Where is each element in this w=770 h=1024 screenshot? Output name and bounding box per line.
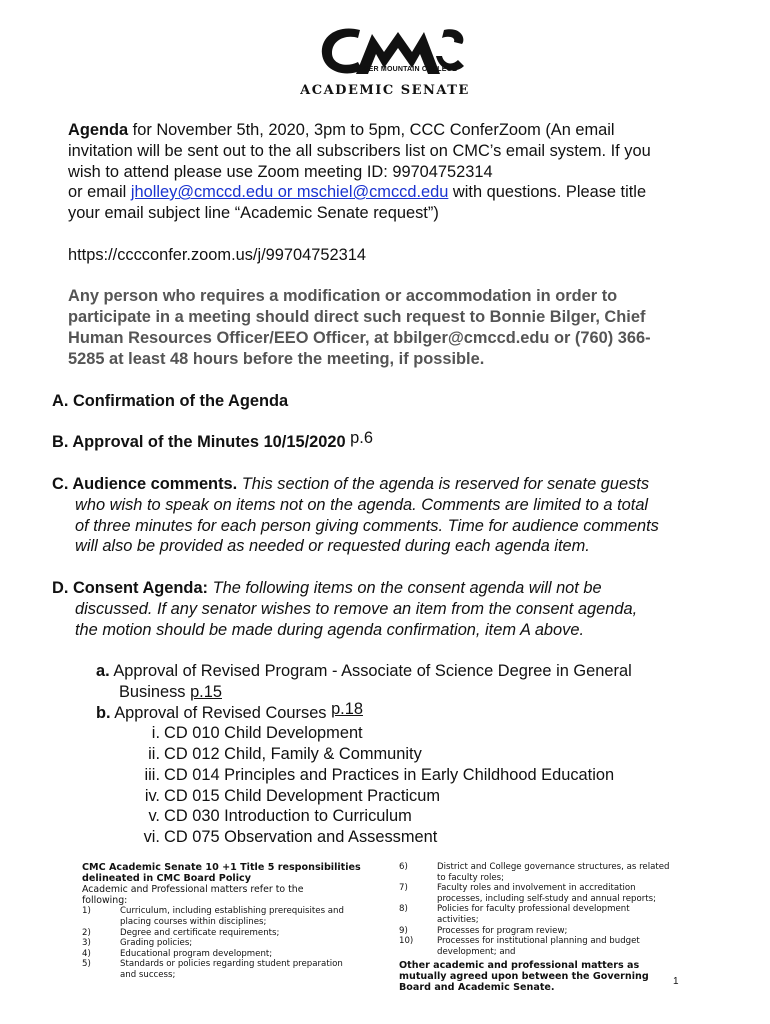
intro-line-4-prefix: or email bbox=[68, 183, 131, 201]
accommodation-line-3: Human Resources Officer/EEO Officer, at bbilger@cmccd.edu or (760) 366- bbox=[68, 329, 651, 347]
course-item bbox=[130, 786, 440, 807]
item-d-line-3: the motion should be made during agenda confirmation, item A above. bbox=[75, 621, 585, 639]
agenda-label: Agenda bbox=[68, 121, 129, 139]
item-b bbox=[52, 429, 373, 453]
item-b-label: B. Approval of the Minutes 10/15/2020 bbox=[52, 433, 346, 451]
item-c-line-4: will also be provided as needed or requested during each agenda item. bbox=[75, 537, 590, 555]
responsibility-text: placing courses within disciplines; bbox=[120, 917, 267, 927]
responsibility-number: 2) bbox=[82, 927, 91, 938]
course-text: CD 030 Introduction to Curriculum bbox=[164, 807, 412, 825]
cmc-logo bbox=[316, 22, 466, 82]
responsibility-row bbox=[82, 949, 382, 960]
item-c-line-3: of three minutes for each person giving comments. Time for audience comments bbox=[75, 517, 659, 535]
item-a: A. Confirmation of the Agenda bbox=[52, 392, 289, 410]
responsibility-text: Processes for institutional planning and budget bbox=[437, 936, 640, 947]
responsibility-text: and success; bbox=[120, 969, 176, 980]
page-title: ACADEMIC SENATE bbox=[300, 83, 470, 98]
responsibility-text: Standards or policies regarding student preparation bbox=[120, 959, 343, 970]
responsibility-number: 10) bbox=[399, 936, 414, 947]
consent-item-b bbox=[96, 700, 363, 724]
email-link[interactable]: jholley@cmccd.edu or mschiel@cmccd.edu bbox=[130, 183, 449, 201]
consent-item-a-text-2: Business bbox=[119, 683, 191, 701]
responsibility-number: 1) bbox=[82, 906, 91, 917]
responsibilities-closing-1: Other academic and professional matters as bbox=[399, 960, 640, 972]
course-text: CD 012 Child, Family & Community bbox=[164, 745, 422, 763]
responsibilities-lead-2: following: bbox=[82, 895, 128, 907]
intro-line-4 bbox=[68, 182, 646, 203]
responsibility-number: 4) bbox=[82, 948, 91, 959]
responsibility-text: Curriculum, including establishing prerequisites and bbox=[120, 906, 344, 917]
item-d-label: D. Consent Agenda: bbox=[52, 579, 209, 597]
item-c-label: C. Audience comments. bbox=[52, 475, 238, 493]
course-text: CD 010 Child Development bbox=[164, 724, 363, 742]
item-d-text-1: The following items on the consent agenda will not be bbox=[212, 579, 602, 597]
item-c-text-1: This section of the agenda is reserved for senate guests bbox=[241, 475, 650, 493]
responsibility-text: processes, including self-study and annual reports; bbox=[437, 893, 657, 904]
intro-line-1 bbox=[68, 120, 615, 141]
responsibility-row bbox=[399, 883, 699, 904]
intro-line-1-text: for November 5th, 2020, 3pm to 5pm, CCC ConferZoom (An email bbox=[128, 121, 615, 139]
responsibility-number: 9) bbox=[399, 925, 408, 936]
responsibility-text: to faculty roles; bbox=[437, 872, 505, 883]
responsibility-text: Grading policies; bbox=[120, 938, 193, 949]
responsibilities-left-column bbox=[82, 862, 382, 981]
course-number: v. bbox=[148, 807, 160, 825]
responsibility-row bbox=[399, 926, 699, 937]
responsibility-row bbox=[82, 906, 382, 927]
course-number: iii. bbox=[144, 766, 160, 784]
zoom-url[interactable]: https://cccconfer.zoom.us/j/99704752314 bbox=[68, 246, 366, 264]
course-number: ii. bbox=[148, 745, 160, 763]
item-c-line-1 bbox=[52, 474, 649, 495]
intro-line-4-suffix: with questions. Please title bbox=[448, 183, 647, 201]
consent-item-b-marker: b. bbox=[96, 704, 111, 722]
item-d-line-1 bbox=[52, 578, 602, 599]
responsibility-text: Processes for program review; bbox=[437, 925, 568, 936]
responsibility-row bbox=[399, 862, 699, 883]
responsibilities-heading-2: delineated in CMC Board Policy bbox=[82, 873, 251, 884]
responsibility-row bbox=[82, 959, 382, 980]
responsibility-text: Educational program development; bbox=[120, 948, 273, 959]
course-text: CD 014 Principles and Practices in Early Childhood Education bbox=[164, 766, 615, 784]
page-number: 1 bbox=[673, 976, 679, 987]
responsibility-text: activities; bbox=[437, 914, 479, 925]
course-text: CD 015 Child Development Practicum bbox=[164, 787, 441, 805]
course-item bbox=[130, 806, 412, 827]
item-d-line-2: discussed. If any senator wishes to remove an item from the consent agenda, bbox=[75, 600, 638, 618]
responsibility-text: development; and bbox=[437, 946, 516, 957]
responsibility-row bbox=[82, 928, 382, 939]
responsibility-row bbox=[399, 904, 699, 925]
intro-line-3: wish to attend please use Zoom meeting ID: 99704752314 bbox=[68, 163, 493, 181]
responsibility-number: 6) bbox=[399, 862, 408, 872]
responsibility-number: 7) bbox=[399, 883, 408, 894]
responsibility-row bbox=[82, 938, 382, 949]
responsibilities-right-column bbox=[399, 862, 699, 993]
course-item bbox=[130, 723, 363, 744]
consent-item-a-line-2 bbox=[119, 682, 222, 703]
course-number: iv. bbox=[144, 787, 160, 805]
intro-line-5: your email subject line “Academic Senate request”) bbox=[68, 204, 439, 222]
responsibilities-lead-1: Academic and Professional matters refer to the bbox=[82, 884, 304, 895]
responsibility-number: 3) bbox=[82, 938, 91, 949]
course-item bbox=[130, 827, 437, 848]
course-item bbox=[130, 765, 614, 786]
consent-item-b-text: Approval of Revised Courses bbox=[114, 704, 332, 722]
consent-item-a-text: Approval of Revised Program - Associate of Science Degree in General bbox=[113, 662, 632, 680]
consent-item-a-page-ref: p.15 bbox=[190, 683, 222, 701]
accommodation-line-2: participate in a meeting should direct such request to Bonnie Bilger, Chief bbox=[68, 308, 646, 326]
consent-item-a-marker: a. bbox=[96, 662, 110, 680]
responsibility-number: 8) bbox=[399, 904, 408, 915]
responsibility-text: Policies for faculty professional development bbox=[437, 904, 630, 915]
course-text: CD 075 Observation and Assessment bbox=[164, 828, 438, 846]
course-number: vi. bbox=[143, 828, 160, 846]
consent-item-b-page-ref: p.18 bbox=[331, 700, 363, 718]
responsibility-text: District and College governance structures, as related bbox=[437, 862, 670, 872]
course-number: i. bbox=[151, 724, 160, 742]
responsibility-row bbox=[399, 936, 699, 957]
responsibilities-closing-3: Board and Academic Senate. bbox=[399, 982, 555, 994]
consent-item-a-line-1 bbox=[96, 661, 632, 682]
responsibilities-closing-2: mutually agreed upon between the Governing bbox=[399, 971, 649, 983]
accommodation-line-1: Any person who requires a modification or accommodation in order to bbox=[68, 287, 618, 305]
responsibility-number: 5) bbox=[82, 959, 91, 970]
course-item bbox=[130, 744, 422, 765]
intro-line-2: invitation will be sent out to the all subscribers list on CMC’s email system. If you bbox=[68, 142, 651, 160]
logo-subtitle: COPPER MOUNTAIN COLLEGE bbox=[348, 66, 458, 73]
responsibility-text: Faculty roles and involvement in accreditation bbox=[437, 883, 636, 894]
responsibilities-heading-1: CMC Academic Senate 10 +1 Title 5 responsibilities bbox=[82, 862, 361, 873]
item-c-line-2: who wish to speak on items not on the agenda. Comments are limited to a total bbox=[75, 496, 649, 514]
responsibility-text: Degree and certificate requirements; bbox=[120, 927, 280, 938]
item-b-page-ref: p.6 bbox=[350, 429, 373, 447]
accommodation-line-4: 5285 at least 48 hours before the meeting, if possible. bbox=[68, 350, 485, 368]
